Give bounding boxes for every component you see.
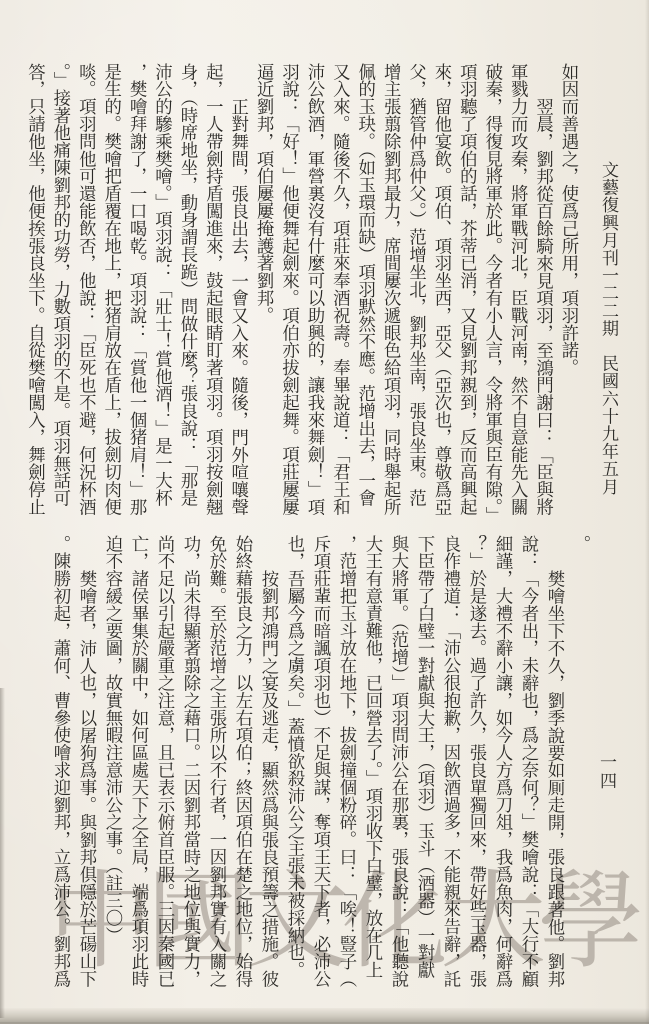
- paragraph-continuation: 。: [571, 535, 591, 553]
- university-watermark: 中國文化大學: [48, 864, 636, 981]
- scan-edge-left: [0, 688, 5, 1018]
- paragraph: 正對舞間，張良出去，一會又入來。隨後，門外喧嚷聲起，一人帶劍持盾闖進來，鼓起眼睛盯著項羽。項羽按劍翹身，（時席地坐，動身謂長跪）問做什麼？張良說：「那是沛公的驂乘樊噲。」項羽說：「壯士！賞他酒！」是一大杯，樊噲拜謝了，一口喝乾。項羽說：「賞他一個猪肩！」那是生的。樊噲把盾覆在地上，把猪肩放在盾上，拔劍切肉便啖。項羽問他可還能飲否，他說：「臣死也不避，何況杯酒。」接著他痛陳劉邦的功勞，力數項羽的不是。項羽無話可答，只請他坐，他便挨張良坐下。自從樊噲闖入，舞劍停止: [25, 63, 249, 516]
- paragraph: 樊噲者，沛人也，以屠狗爲事。與劉邦俱隱於芒碭山下。陳勝初起，蕭何、曹參使噲求迎劉邦，立爲沛公。劉邦爲: [51, 535, 97, 988]
- paragraph: 按劉邦鴻門之宴及逃走，顯然爲與張良預籌之措施。彼始終藉張良之力，以左右項伯；終因項伯在楚之地位，始得免於難。至於范增之主張所以不行者，一因劉邦實有入關之功，尚未得顯著翦除之藉口。二因劉邦當時之地位與實力，尚不足以引起嚴重之注意，且已表示俯首臣服。三因秦國已亡，諸侯畢集於關中，如何區處天下之全局，端爲項羽此時迫不容緩之要圖，故實無暇注意沛公之事。（註三〇）: [103, 535, 279, 988]
- paragraph-continuation: 如因而善遇之，使爲己所用，項羽許諾。: [559, 63, 579, 377]
- journal-header: 文藝復興月刊一二二期 民國六十九年五月: [599, 161, 618, 496]
- paragraph: 樊噲坐下不久，劉季說要如厠走開，張良跟著他。劉邦說：「今者出，未辭也，爲之奈何？」樊噲說：「大行不顧細謹，大禮不辭小讓，如今人方爲刀俎，我爲魚肉，何辭爲？」於是遂去。過了許久，張良單獨回來，帶好些玉器，張良作禮道：「沛公很抱歉，因飲酒過多，不能親來告辭，託下臣帶了白璧一對獻與大王，（項羽）玉斗（酒器）一對獻與大將軍。（范增）」項羽問沛公在那裏，張良說：「他聽說大王有意責難他，已回營去了。」項羽收下白璧，放在几上，范增把玉斗放在地下，拔劍撞個粉碎。曰：「唉！豎子（斥項莊輩而暗諷項羽也）不足與謀，奪項王天下者，必沛公也，吾屬今爲之虜矣。」蓋憤欲殺沛公之主張未被採納也。: [285, 535, 565, 988]
- text-block-top: [19, 63, 581, 521]
- page-number: 一四: [597, 753, 616, 791]
- paragraph: 翌晨，劉邦從百餘騎來見項羽，至鴻門謝曰：「臣與將軍戮力而攻秦，將軍戰河北，臣戰河南，然不自意能先入關破秦，得復見將軍於此。今者有小人言，令將軍與臣有隙。」項羽聽了項伯的話，芥蒂已消，又見劉邦親到，反而高興起來，留他宴飲。項伯、項羽坐西，亞父（亞次也，尊敬爲亞父，猶管仲爲仲父。）范增坐北，劉邦坐南，張良坐東。范增主張翦除劉邦最力，席間屢次遞眼色給項羽，同時舉起所佩的玉玦。（如玉環而缺）項羽默然不應。范增出去，一會又入來。隨後不久，項莊來奉酒祝壽。奉畢說道：「君王和沛公飲酒，軍營裏沒有什麼可以助興的，讓我來舞劍！」項羽說：「好！」他便舞起劍來。項伯亦拔劍起舞。項莊屢屢逼近劉邦，項伯屢屢掩護著劉邦。: [254, 63, 554, 516]
- text-block-bottom: [18, 535, 594, 993]
- scan-edge-bottom: [0, 1008, 649, 1024]
- scan-edge-right: [645, 0, 649, 1024]
